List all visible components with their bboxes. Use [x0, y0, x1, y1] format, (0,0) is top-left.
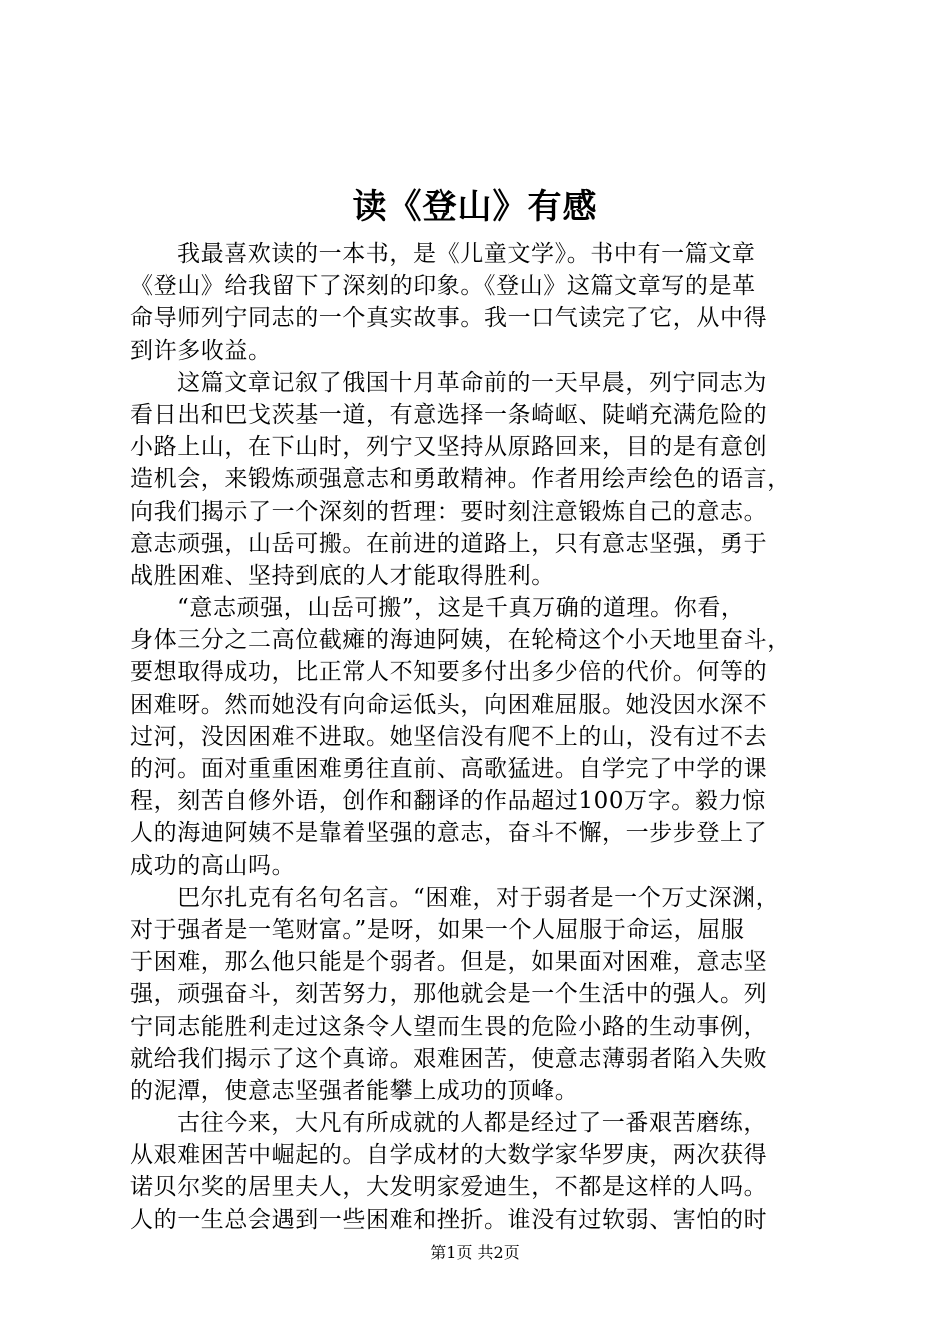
paragraph-line: 到许多收益。 — [130, 337, 272, 364]
paragraph-line: 《登山》给我留下了深刻的印象。《登山》这篇文章写的是革 — [130, 273, 756, 300]
paragraph-line: 人的海迪阿姨不是靠着坚强的意志，奋斗不懈，一步步登上了 — [130, 820, 768, 847]
paragraph-line: 古往今来，大凡有所成就的人都是经过了一番艰苦磨练， — [177, 1110, 767, 1137]
paragraph-line: 于困难，那么他只能是个弱者。但是，如果面对困难，意志坚 — [130, 949, 768, 976]
paragraph-line: 就给我们揭示了这个真谛。艰难困苦，使意志薄弱者陷入失败 — [130, 1045, 768, 1072]
paragraph-line: 巴尔扎克有名句名言。“困难，对于弱者是一个万丈深渊， — [177, 884, 780, 911]
paragraph-line: 过河，没因困难不进取。她坚信没有爬不上的山，没有过不去 — [130, 723, 768, 750]
paragraph-line: 要想取得成功，比正常人不知要多付出多少倍的代价。何等的 — [130, 659, 768, 686]
paragraph-line: 的泥潭，使意志坚强者能攀上成功的顶峰。 — [130, 1077, 579, 1104]
paragraph-line: 身体三分之二高位截瘫的海迪阿姨，在轮椅这个小天地里奋斗， — [130, 627, 791, 654]
document-title: 读《登山》有感 — [352, 187, 598, 227]
paragraph-line: 这篇文章记叙了俄国十月革命前的一天早晨，列宁同志为 — [177, 369, 767, 396]
paragraph-line: 意志顽强，山岳可搬。在前进的道路上，只有意志坚强，勇于 — [130, 530, 768, 557]
paragraph-line: 的河。面对重重困难勇往直前、高歌猛进。自学完了中学的课 — [130, 756, 768, 782]
paragraph-line: 诺贝尔奖的居里夫人，大发明家爱迪生，不都是这样的人吗。 — [130, 1174, 768, 1201]
paragraph-line: 困难呀。然而她没有向命运低头，向困难屈服。她没因水深不 — [130, 691, 768, 718]
paragraph-line: 战胜困难、坚持到底的人才能取得胜利。 — [130, 562, 555, 589]
paragraph-line: 向我们揭示了一个深刻的哲理：要时刻注意锻炼自己的意志。 — [130, 498, 768, 525]
paragraph-line: 成功的高山吗。 — [130, 852, 296, 879]
paragraph-line: 命导师列宁同志的一个真实故事。我一口气读完了它，从中得 — [130, 305, 768, 332]
page-footer: 第1页 共2页 — [430, 1243, 520, 1262]
paragraph-line: 程，刻苦自修外语，创作和翻译的作品超过100万字。毅力惊 — [130, 788, 766, 815]
paragraph-line: “意志顽强，山岳可搬”，这是千真万确的道理。你看， — [177, 595, 745, 622]
paragraph-line: 宁同志能胜利走过这条令人望而生畏的危险小路的生动事例， — [130, 1013, 768, 1040]
paragraph-line: 从艰难困苦中崛起的。自学成材的大数学家华罗庚，两次获得 — [130, 1142, 768, 1169]
paragraph-line: 造机会，来锻炼顽强意志和勇敢精神。作者用绘声绘色的语言， — [130, 466, 791, 493]
paragraph-line: 强，顽强奋斗，刻苦努力，那他就会是一个生活中的强人。列 — [130, 981, 768, 1008]
paragraph-line: 人的一生总会遇到一些困难和挫折。谁没有过软弱、害怕的时 — [130, 1206, 768, 1233]
paragraph-line: 对于强者是一笔财富。”是呀，如果一个人屈服于命运，屈服 — [130, 916, 745, 943]
paragraph-line: 看日出和巴戈茨基一道，有意选择一条崎岖、陡峭充满危险的 — [130, 401, 768, 428]
document-body — [130, 238, 830, 1236]
paragraph-line: 小路上山，在下山时，列宁又坚持从原路回来，目的是有意创 — [130, 434, 768, 461]
paragraph-line: 我最喜欢读的一本书，是《儿童文学》。书中有一篇文章 — [177, 241, 756, 267]
